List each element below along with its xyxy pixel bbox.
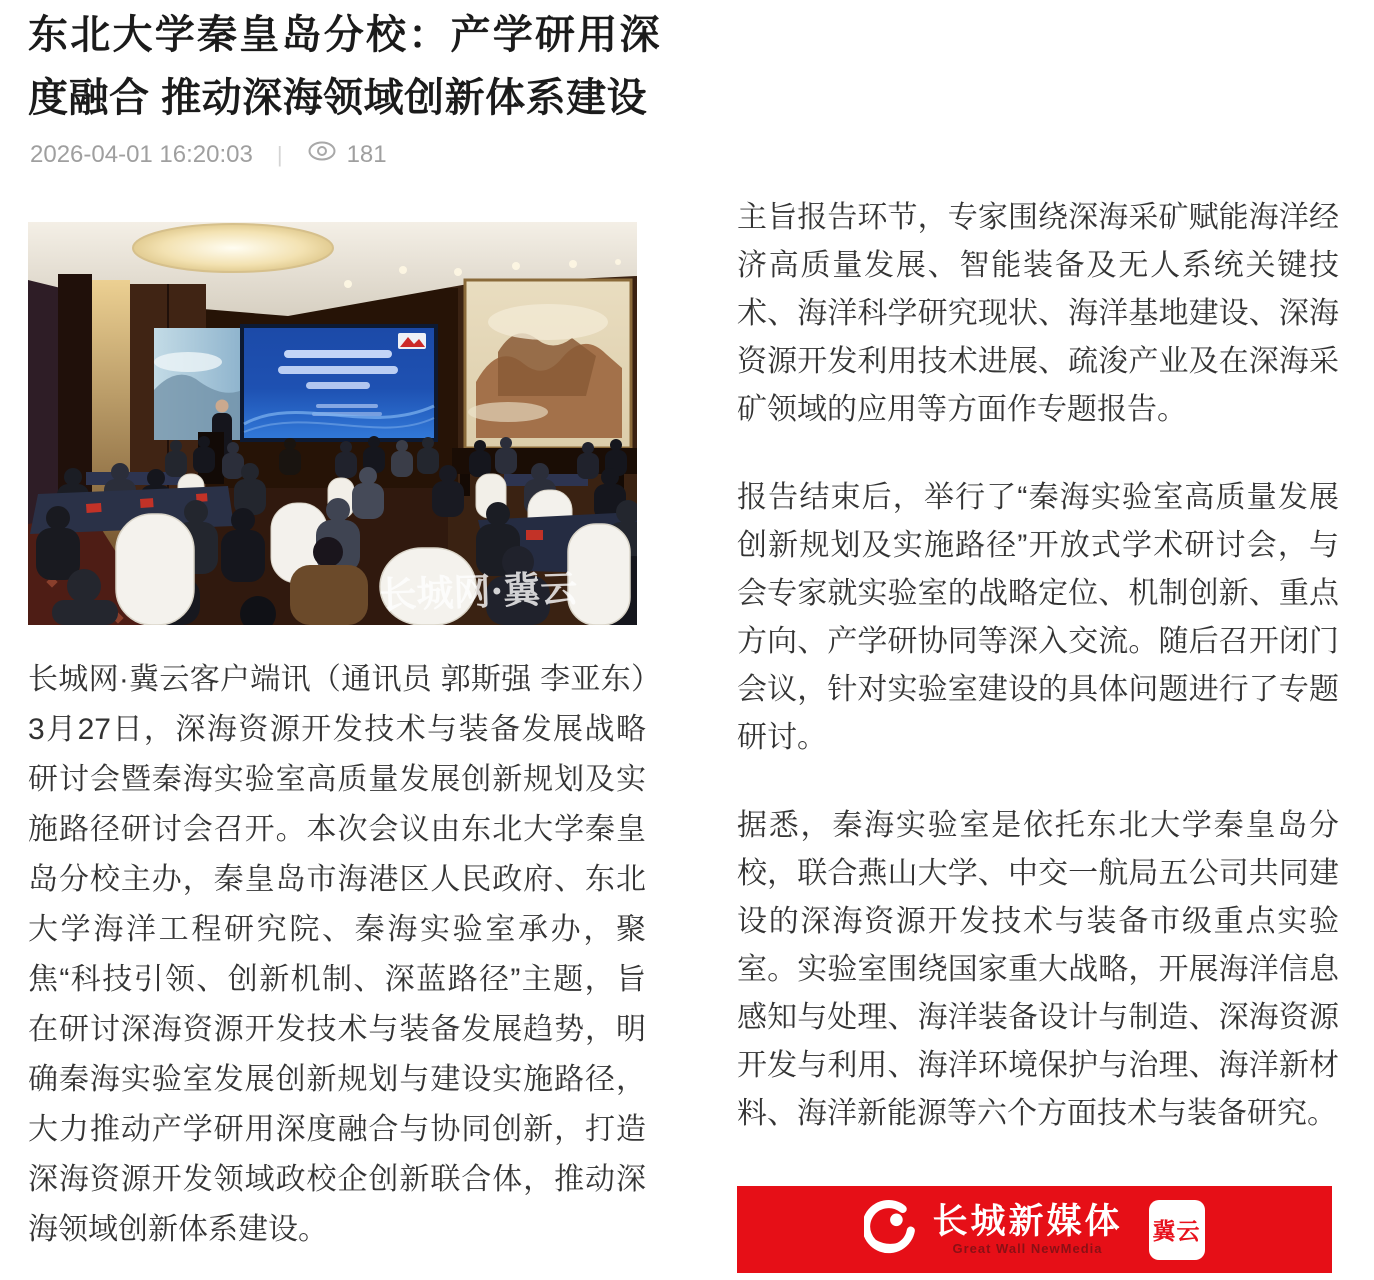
- article-paragraph-lead: 长城网·冀云客户端讯（通讯员 郭斯强 李亚东）3月27日，深海资源开发技术与装备发展战略研讨会暨秦海实验室高质量发展创新规划及实施路径研讨会召开。本次会议由东北大学秦皇岛分校主办，秦皇岛市海港区人民政府、东北大学海洋工程研究院、秦海实验室承办，聚焦“科技引领、创新机制、深蓝路径”主题，旨在研讨深海资源开发技术与装备发展趋势，明确秦海实验室发展创新规划与建设实施路径，大力推动产学研用深度融合与协同创新，打造深海资源开发领域政校企创新联合体，推动深海领域创新体系建设。: [28, 663, 646, 1246]
- meta-divider: |: [276, 141, 283, 167]
- views-count: 181: [346, 140, 387, 168]
- greatwall-logo-icon: [864, 1200, 918, 1259]
- landscape-painting: [465, 280, 631, 448]
- jiyun-logo-text: 冀云: [1152, 1218, 1201, 1245]
- article-paragraph-2: 报告结束后，举行了“秦海实验室高质量发展创新规划及实施路径”开放式学术研讨会，与会专家就实验室的战略定位、机制创新、重点方向、产学研协同等深入交流。随后召开闭门会议，针对实验室建设的具体问题进行了专题研讨。: [737, 481, 1339, 754]
- jiyun-logo: [1149, 1200, 1205, 1260]
- ceiling-oval-light: [133, 224, 333, 272]
- photo-watermark: 长城网·冀云: [378, 566, 579, 617]
- brand-wordmark: [932, 1204, 1122, 1255]
- article-paragraph-3: 据悉，秦海实验室是依托东北大学秦皇岛分校，联合燕山大学、中交一航局五公司共同建设的深海资源开发技术与装备市级重点实验室。实验室围绕国家重大战略，开展海洋信息感知与处理、海洋装备设计与制造、深海资源开发与利用、海洋环境保护与治理、海洋新材料、海洋新能源等六个方面技术与装备研究。: [737, 809, 1339, 1130]
- conference-photo: [28, 222, 637, 625]
- page-title: 东北大学秦皇岛分校：产学研用深度融合 推动深海领域创新体系建设: [28, 13, 660, 120]
- footer-brand-banner: [737, 1186, 1332, 1273]
- article-meta: [30, 140, 387, 169]
- right-column: [737, 194, 1339, 1178]
- brand-name-cn: 长城新媒体: [932, 1202, 1123, 1241]
- article-paragraph-1: 主旨报告环节，专家围绕深海采矿赋能海洋经济高质量发展、智能装备及无人系统关键技术、海洋科学研究现状、海洋基地建设、深海资源开发利用技术进展、疏浚产业及在深海采矿领域的应用等方面作专题报告。: [737, 201, 1339, 426]
- brand-name-en: Great Wall NewMedia: [952, 1241, 1103, 1256]
- views-eye-icon: [307, 140, 337, 169]
- publish-datetime: 2026-04-01 16:20:03: [30, 140, 253, 168]
